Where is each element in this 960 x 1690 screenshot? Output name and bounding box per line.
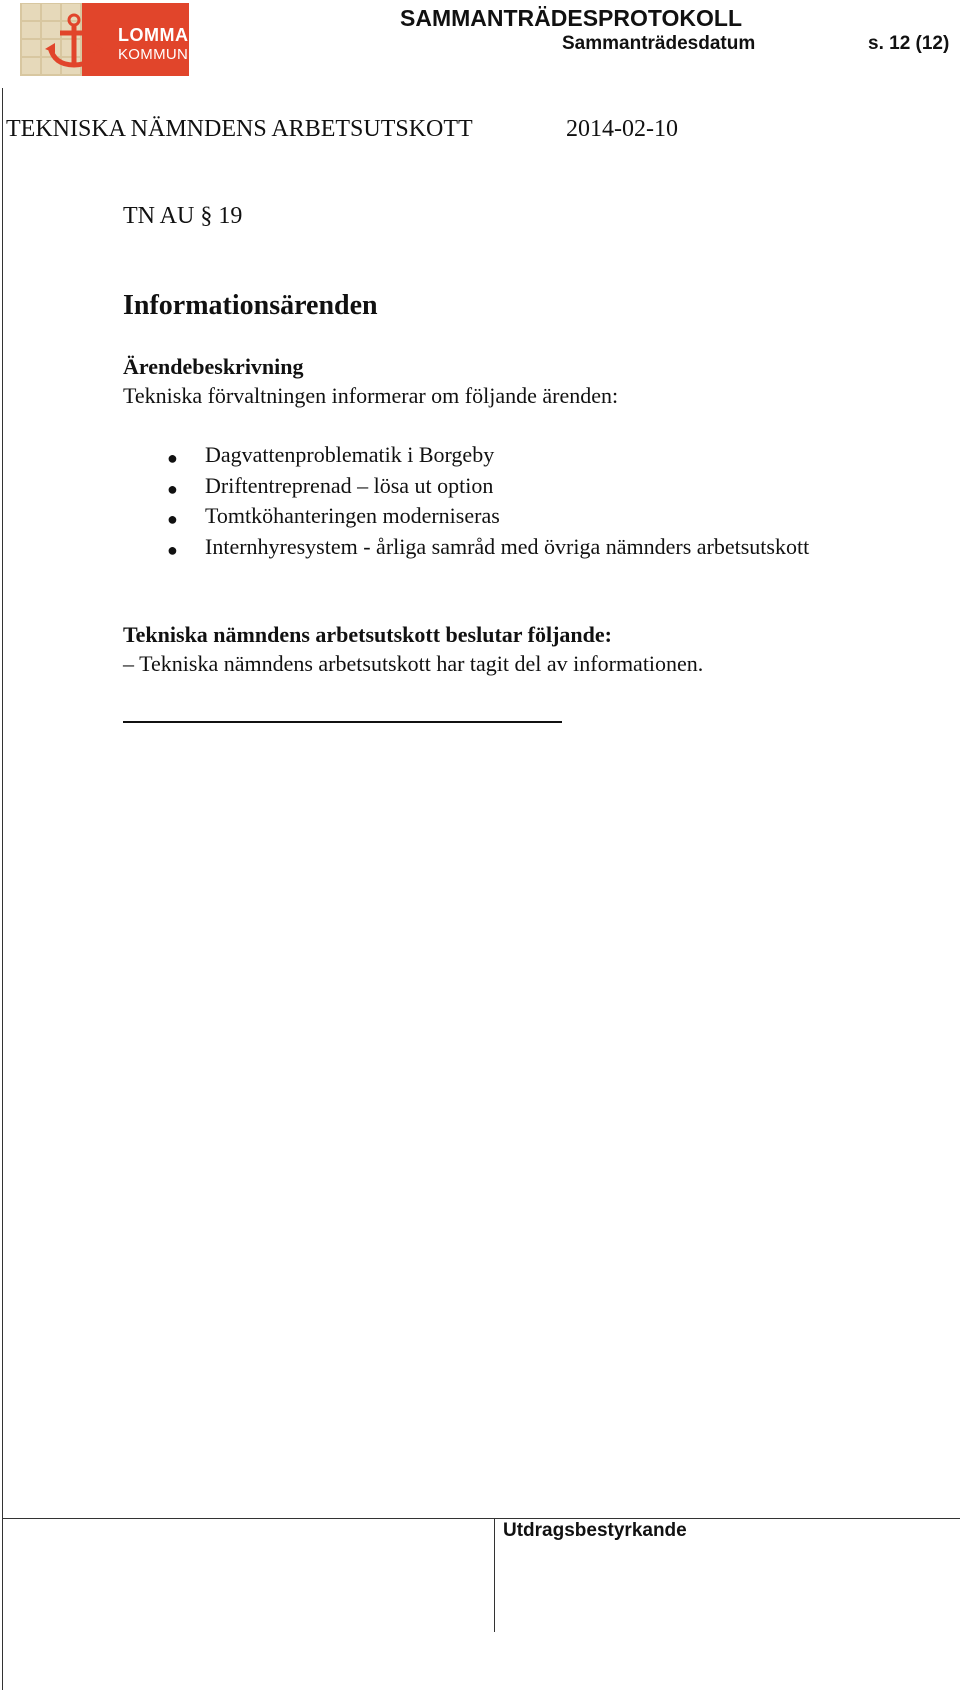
lomma-kommun-logo	[20, 3, 189, 76]
section-end-rule	[123, 721, 562, 723]
footer-divider	[494, 1518, 495, 1632]
decision-heading: Tekniska nämndens arbetsutskott beslutar följande:	[123, 622, 612, 647]
document-type-title: SAMMANTRÄDESPROTOKOLL	[400, 5, 743, 31]
list-item	[163, 442, 809, 473]
list-item	[163, 473, 809, 504]
list-item-text: Driftentreprenad – lösa ut option	[205, 472, 494, 498]
decision-text: – Tekniska nämndens arbetsutskott har tagit del av informationen.	[123, 651, 704, 676]
list-item-text: Internhyresystem - årliga samråd med övriga nämnders arbetsutskott	[205, 533, 810, 559]
anchor-icon	[42, 13, 106, 71]
left-margin-rule	[2, 88, 3, 1690]
description-heading: Ärendebeskrivning	[123, 354, 304, 379]
logo-text-lomma: LOMMA	[118, 25, 189, 45]
list-item-text: Tomtköhanteringen moderniseras	[205, 503, 500, 528]
footer-rule	[2, 1518, 960, 1519]
bullet-icon: ●	[167, 539, 178, 560]
committee-name: TEKNISKA NÄMNDENS ARBETSUTSKOTT	[6, 116, 473, 142]
information-items-list	[163, 442, 809, 564]
paragraph-number: TN AU § 19	[123, 203, 243, 229]
meeting-date: 2014-02-10	[566, 116, 678, 142]
case-title: Informationsärenden	[123, 290, 378, 321]
list-item-text: Dagvattenproblematik i Borgeby	[205, 442, 495, 467]
page-number: s. 12 (12)	[868, 33, 950, 54]
bullet-icon: ●	[167, 478, 178, 499]
list-item	[163, 534, 809, 565]
certification-label: Utdragsbestyrkande	[503, 1520, 687, 1541]
logo-text-kommun: KOMMUN	[118, 46, 189, 63]
description-intro: Tekniska förvaltningen informerar om följande ärenden:	[123, 383, 619, 408]
list-item	[163, 503, 809, 534]
bullet-icon: ●	[167, 509, 178, 529]
meeting-date-label: Sammanträdesdatum	[562, 33, 756, 54]
bullet-icon: ●	[167, 448, 178, 468]
